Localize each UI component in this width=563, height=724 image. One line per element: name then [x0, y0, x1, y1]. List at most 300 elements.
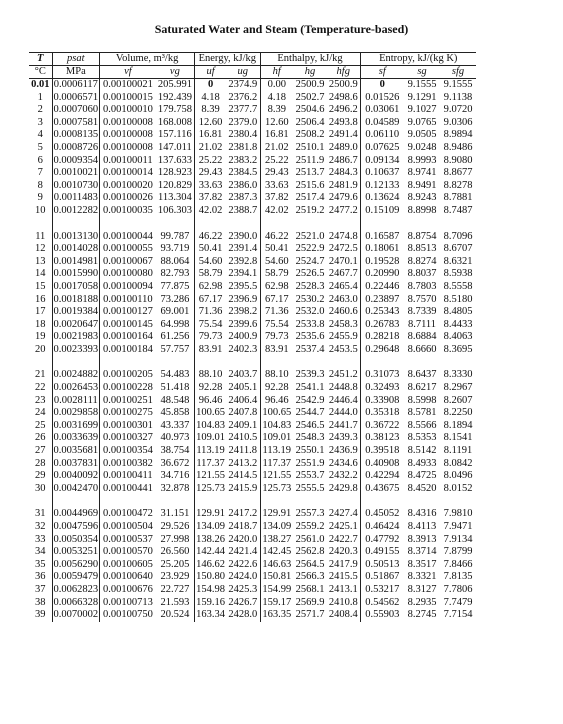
table-row — [29, 445, 476, 458]
cell-hfg: 2489.0 — [327, 142, 360, 155]
cell-hg: 2502.7 — [295, 91, 325, 103]
cell-hf: 138.27 — [262, 533, 292, 545]
cell-ug: 2387.3 — [226, 192, 260, 205]
cell-vf: 0.00100275 — [102, 407, 153, 419]
cell-pressure: 0.0037831 — [53, 457, 99, 469]
cell-hf: 96.46 — [264, 394, 289, 406]
cell-vg: 157.116 — [156, 129, 195, 142]
cell-temperature: 3 — [29, 117, 52, 130]
cell-hg: 2564.5 — [295, 558, 325, 570]
cell-temperature: 15 — [29, 281, 52, 294]
cell-hfg: 2436.9 — [327, 445, 360, 458]
cell-ug: 2411.8 — [226, 445, 260, 458]
unit-pressure: MPa — [52, 66, 100, 79]
cell-ug: 2379.0 — [226, 117, 260, 130]
cell-uf: 29.43 — [198, 167, 223, 179]
col-header-sg: sg — [404, 66, 440, 79]
cell-vf: 0.00100015 — [102, 91, 153, 103]
table-row — [29, 205, 476, 218]
cell-ug: 2399.6 — [226, 319, 260, 332]
table-row — [29, 546, 476, 559]
cell-sg: 8.4725 — [407, 470, 437, 482]
cell-hf: 29.43 — [264, 167, 289, 179]
cell-hf: 58.79 — [264, 268, 289, 280]
cell-temperature: 13 — [29, 256, 52, 269]
cell-pressure: 0.0053251 — [53, 546, 99, 558]
cell-pressure: 0.0056290 — [53, 558, 99, 570]
cell-temperature: 22 — [29, 382, 52, 395]
table-row — [29, 129, 476, 142]
cell-sf: 0.51867 — [365, 571, 400, 583]
cell-vf: 0.00100354 — [102, 445, 153, 457]
cell-sg: 8.3127 — [407, 583, 437, 595]
table-row — [29, 559, 476, 572]
cell-sf: 0.10637 — [365, 167, 400, 179]
cell-vf: 0.00100228 — [102, 382, 153, 394]
cell-sf: 0.20990 — [365, 268, 400, 280]
table-row — [29, 597, 476, 610]
cell-pressure: 0.0070002 — [53, 609, 99, 621]
cell-pressure: 0.0021983 — [53, 331, 99, 343]
cell-vg: 51.418 — [156, 382, 195, 395]
cell-hg: 2517.4 — [295, 192, 325, 204]
cell-hfg: 2481.9 — [327, 180, 360, 193]
cell-sf: 0.32493 — [365, 382, 400, 394]
cell-ug: 2424.0 — [226, 571, 260, 584]
cell-temperature: 31 — [29, 508, 52, 521]
cell-sg: 8.3321 — [407, 571, 437, 583]
cell-sfg: 8.3695 — [443, 343, 473, 355]
cell-temperature: 1 — [29, 92, 52, 105]
cell-ug: 2402.3 — [226, 344, 260, 357]
cell-hf: 71.36 — [264, 306, 289, 318]
cell-hf: 117.37 — [262, 457, 291, 469]
cell-temperature: 25 — [29, 420, 52, 433]
cell-ug: 2384.5 — [226, 167, 260, 180]
cell-ug: 2414.5 — [226, 470, 260, 483]
cell-vg: 120.829 — [156, 180, 195, 193]
cell-temperature: 5 — [29, 142, 52, 155]
cell-vf: 0.00100008 — [102, 141, 153, 153]
cell-vf: 0.00100011 — [103, 154, 153, 166]
table-row — [29, 571, 476, 584]
cell-uf: 134.09 — [196, 521, 225, 532]
cell-uf: 113.19 — [196, 445, 225, 457]
table-row — [29, 470, 476, 483]
cell-sfg: 7.9471 — [443, 521, 473, 532]
cell-hf: 163.35 — [262, 609, 292, 621]
cell-vf: 0.00100021 — [102, 79, 153, 90]
cell-pressure: 0.0014028 — [53, 243, 99, 255]
cell-sf: 0.49155 — [365, 546, 400, 558]
cell-vf: 0.00100044 — [102, 230, 153, 242]
cell-vf: 0.00100127 — [102, 306, 153, 318]
cell-sg: 8.9243 — [407, 192, 437, 204]
cell-vg: 113.304 — [156, 192, 195, 205]
cell-sf: 0.40908 — [365, 457, 400, 469]
cell-hfg: 2410.8 — [327, 597, 360, 610]
cell-uf: 96.46 — [198, 394, 223, 406]
cell-temperature: 24 — [29, 407, 52, 420]
table-title: Saturated Water and Steam (Temperature-based) — [154, 22, 409, 36]
cell-vg: 32.878 — [156, 483, 195, 496]
cell-ug: 2407.8 — [226, 407, 260, 420]
cell-hg: 2513.7 — [295, 167, 325, 179]
cell-vg: 22.727 — [156, 584, 195, 597]
cell-uf: 62.98 — [198, 280, 223, 292]
table-row — [29, 306, 476, 319]
cell-sf: 0.35318 — [365, 407, 400, 419]
cell-temperature: 29 — [29, 470, 52, 483]
cell-hg: 2504.6 — [295, 104, 325, 116]
cell-pressure: 0.0010021 — [53, 167, 99, 179]
cell-pressure: 0.0042470 — [53, 482, 99, 494]
cell-ug: 2400.9 — [226, 331, 260, 344]
cell-hf: 121.55 — [262, 470, 292, 482]
cell-temperature: 8 — [29, 180, 52, 193]
cell-hf: 125.73 — [262, 482, 292, 494]
cell-vf: 0.00100676 — [102, 583, 153, 595]
cell-hf: 33.63 — [264, 179, 289, 191]
cell-ug: 2383.2 — [226, 155, 260, 168]
cell-temperature: 19 — [29, 331, 52, 344]
cell-pressure: 0.0008726 — [53, 141, 99, 153]
cell-hfg: 2493.8 — [327, 117, 360, 130]
cell-sf: 0.42294 — [365, 470, 400, 482]
cell-sf: 0.12133 — [365, 179, 400, 191]
cell-vg: 73.286 — [156, 294, 195, 307]
cell-sf: 0.03061 — [365, 104, 400, 116]
cell-pressure: 0.0026453 — [53, 382, 99, 394]
cell-hfg: 2467.7 — [327, 268, 360, 281]
cell-sfg: 7.7154 — [443, 609, 473, 621]
cell-uf: 0 — [207, 79, 214, 90]
table-row — [29, 534, 476, 547]
cell-sfg: 8.9894 — [443, 129, 473, 141]
cell-hg: 2506.4 — [295, 116, 325, 128]
cell-sf: 0.53217 — [365, 583, 400, 595]
cell-hg: 2550.1 — [295, 445, 325, 457]
cell-sfg: 7.7479 — [443, 596, 473, 608]
cell-sg: 8.5353 — [407, 432, 437, 444]
cell-vg: 23.929 — [156, 571, 195, 584]
cell-sfg: 7.9134 — [443, 533, 473, 545]
cell-pressure: 0.0010730 — [53, 179, 99, 191]
cell-hf: 0.00 — [267, 79, 286, 90]
cell-hg: 2553.7 — [295, 470, 325, 482]
cell-sfg: 8.5180 — [443, 293, 473, 305]
cell-hfg: 2484.3 — [327, 167, 360, 180]
cell-sfg: 9.1138 — [443, 91, 473, 103]
group-header-energy: Energy, kJ/kg — [195, 53, 260, 66]
cell-pressure: 0.0006117 — [53, 79, 98, 90]
cell-vg: 192.439 — [156, 92, 195, 105]
cell-pressure: 0.0007581 — [53, 116, 99, 128]
cell-sfg: 8.2607 — [443, 394, 473, 406]
cell-vf: 0.00100145 — [102, 318, 153, 330]
cell-sf: 0.28218 — [365, 331, 400, 343]
cell-uf: 150.80 — [196, 571, 225, 583]
cell-temperature: 7 — [29, 167, 52, 180]
cell-sg: 8.6884 — [407, 331, 437, 343]
cell-hf: 12.60 — [264, 116, 289, 128]
cell-sfg: 7.8135 — [443, 571, 473, 583]
cell-hf: 129.91 — [262, 508, 292, 520]
cell-uf: 88.10 — [198, 369, 223, 381]
cell-hf: 83.91 — [264, 343, 289, 355]
cell-vg: 147.011 — [156, 142, 195, 155]
cell-vf: 0.00100164 — [102, 331, 153, 343]
cell-sfg: 8.1541 — [443, 432, 473, 444]
cell-hf: 50.41 — [264, 243, 289, 255]
cell-temperature: 39 — [29, 609, 52, 622]
cell-hf: 134.09 — [262, 521, 292, 532]
table-row — [29, 458, 476, 471]
cell-temperature: 2 — [29, 104, 52, 117]
cell-vf: 0.00100382 — [102, 457, 153, 469]
table-row — [29, 281, 476, 294]
unit-temperature: °C — [29, 66, 52, 79]
col-header-ug: ug — [226, 66, 260, 79]
cell-hfg: 2463.0 — [327, 294, 360, 307]
cell-vf: 0.00100035 — [102, 204, 153, 216]
cell-vf: 0.00100472 — [102, 508, 153, 520]
cell-hfg: 2496.2 — [327, 104, 360, 117]
cell-hf: 159.17 — [262, 596, 292, 608]
cell-sg: 8.6660 — [407, 343, 437, 355]
cell-hg: 2571.7 — [295, 609, 325, 621]
col-header-hf: hf — [260, 66, 293, 79]
cell-sfg: 8.4805 — [443, 306, 473, 318]
cell-vg: 69.001 — [156, 306, 195, 319]
cell-sg: 8.8037 — [407, 268, 437, 280]
cell-uf: 25.22 — [198, 154, 223, 166]
cell-temperature: 20 — [29, 344, 52, 357]
cell-sg: 8.4113 — [407, 521, 437, 532]
cell-vf: 0.00100205 — [102, 369, 153, 381]
cell-sfg: 9.1555 — [443, 79, 473, 90]
cell-hf: 54.60 — [264, 255, 289, 267]
cell-sf: 0.54562 — [365, 596, 400, 608]
table-row — [29, 155, 476, 168]
cell-sg: 8.2745 — [407, 609, 437, 621]
cell-vg: 57.757 — [156, 344, 195, 357]
table-row — [29, 231, 476, 244]
cell-hfg: 2441.7 — [327, 420, 360, 433]
cell-temperature: 4 — [29, 129, 52, 142]
cell-pressure: 0.0014981 — [53, 255, 99, 267]
cell-sg: 8.3913 — [407, 533, 437, 545]
cell-sf: 0.46424 — [365, 521, 400, 532]
cell-sf: 0.19528 — [365, 255, 400, 267]
cell-sg: 8.4316 — [407, 508, 437, 520]
cell-sfg: 8.8677 — [443, 167, 473, 179]
cell-hg: 2528.3 — [295, 280, 325, 292]
cell-hfg: 2453.5 — [327, 344, 360, 357]
cell-sg: 9.1555 — [407, 79, 437, 90]
cell-hfg: 2455.9 — [327, 331, 360, 344]
cell-hf: 154.99 — [262, 583, 292, 595]
cell-pressure: 0.0023393 — [53, 343, 99, 355]
cell-vg: 27.998 — [156, 534, 195, 547]
cell-ug: 2417.2 — [226, 508, 260, 521]
cell-hg: 2519.2 — [295, 204, 325, 216]
table-row — [29, 344, 476, 357]
group-header-enthalpy: Enthalpy, kJ/kg — [260, 53, 360, 66]
cell-uf: 117.37 — [196, 457, 225, 469]
cell-hg: 2569.9 — [295, 596, 325, 608]
steam-table — [29, 52, 476, 622]
cell-hfg: 2486.7 — [327, 155, 360, 168]
cell-temperature: 12 — [29, 243, 52, 256]
cell-sg: 8.7803 — [407, 280, 437, 292]
table-row — [29, 521, 476, 534]
cell-sf: 0.50513 — [365, 558, 400, 570]
cell-uf: 146.62 — [196, 558, 225, 570]
cell-sg: 8.6217 — [407, 382, 437, 394]
cell-vf: 0.00100026 — [102, 192, 153, 204]
cell-temperature: 21 — [29, 369, 52, 382]
cell-ug: 2388.7 — [226, 205, 260, 218]
cell-sg: 8.3517 — [407, 558, 437, 570]
cell-hg: 2524.7 — [295, 255, 325, 267]
cell-sfg: 8.6321 — [443, 255, 473, 267]
cell-ug: 2395.5 — [226, 281, 260, 294]
cell-sg: 8.8754 — [407, 230, 437, 242]
cell-ug: 2380.4 — [226, 129, 260, 142]
col-header-hfg: hfg — [327, 66, 360, 79]
cell-hf: 46.22 — [264, 230, 289, 242]
cell-hf: 37.82 — [264, 192, 289, 204]
group-spacer — [29, 356, 476, 369]
group-header-volume: Volume, m³/kg — [100, 53, 195, 66]
col-header-temperature: T — [29, 53, 52, 66]
cell-pressure: 0.0062823 — [53, 583, 99, 595]
cell-ug: 2428.0 — [226, 609, 260, 622]
cell-vf: 0.00100327 — [102, 432, 153, 444]
cell-vf: 0.00100020 — [102, 179, 153, 191]
cell-uf: 121.55 — [196, 470, 225, 482]
group-spacer — [29, 218, 476, 231]
cell-pressure: 0.0059479 — [53, 571, 99, 583]
cell-sg: 8.8274 — [407, 255, 437, 267]
cell-sf: 0.47792 — [365, 533, 400, 545]
cell-hg: 2515.6 — [295, 179, 325, 191]
cell-sfg: 8.7096 — [443, 230, 473, 242]
cell-uf: 67.17 — [198, 293, 223, 305]
cell-hfg: 2420.3 — [327, 546, 360, 559]
cell-sfg: 7.7806 — [443, 583, 473, 595]
cell-sg: 8.8513 — [407, 243, 437, 255]
cell-sg: 8.5142 — [407, 445, 437, 457]
cell-hg: 2522.9 — [295, 243, 325, 255]
cell-pressure: 0.0050354 — [53, 533, 99, 545]
cell-hf: 42.02 — [264, 204, 289, 216]
cell-temperature: 27 — [29, 445, 52, 458]
cell-hg: 2559.2 — [295, 521, 325, 532]
cell-uf: 129.91 — [196, 508, 225, 520]
table-row — [29, 79, 476, 92]
cell-hg: 2508.2 — [295, 129, 325, 141]
cell-sfg: 8.1894 — [443, 419, 473, 431]
cell-temperature: 18 — [29, 319, 52, 332]
cell-hg: 2544.7 — [295, 407, 325, 419]
cell-hfg: 2479.6 — [327, 192, 360, 205]
cell-pressure: 0.0019384 — [53, 306, 99, 318]
cell-sg: 8.7111 — [407, 318, 437, 330]
cell-sg: 8.4520 — [407, 482, 437, 494]
cell-sg: 8.6437 — [407, 369, 437, 381]
cell-uf: 125.73 — [196, 482, 225, 494]
col-header-hg: hg — [293, 66, 327, 79]
cell-uf: 71.36 — [198, 306, 223, 318]
cell-sfg: 8.9486 — [443, 141, 473, 153]
cell-sg: 8.5781 — [407, 407, 437, 419]
cell-pressure: 0.0015990 — [53, 268, 99, 280]
cell-uf: 58.79 — [198, 268, 223, 280]
cell-sfg: 8.7487 — [443, 204, 473, 216]
group-header-entropy: Entropy, kJ/(kg K) — [360, 53, 476, 66]
cell-hfg: 2498.6 — [327, 92, 360, 105]
cell-uf: 92.28 — [198, 382, 223, 394]
cell-vf: 0.00100110 — [103, 293, 153, 305]
cell-uf: 138.26 — [196, 533, 225, 545]
cell-pressure: 0.0020647 — [53, 318, 99, 330]
table-row — [29, 420, 476, 433]
cell-vf: 0.00100441 — [102, 482, 153, 494]
cell-hf: 92.28 — [264, 382, 289, 394]
cell-sg: 8.7570 — [407, 293, 437, 305]
cell-hf: 109.01 — [262, 432, 292, 444]
cell-vf: 0.00100537 — [102, 533, 153, 545]
cell-ug: 2377.7 — [226, 104, 260, 117]
cell-sg: 8.9993 — [407, 154, 437, 166]
table-row — [29, 369, 476, 382]
cell-sf: 0.16587 — [365, 230, 400, 242]
cell-hg: 2511.9 — [295, 154, 325, 166]
cell-vf: 0.00100067 — [102, 255, 153, 267]
cell-hf: 62.98 — [264, 280, 289, 292]
cell-sfg: 8.0152 — [443, 482, 473, 494]
cell-hg: 2532.0 — [295, 306, 325, 318]
cell-vg: 137.633 — [156, 155, 195, 168]
cell-hf: 142.45 — [262, 546, 292, 558]
col-header-uf: uf — [195, 66, 226, 79]
cell-hfg: 2491.4 — [327, 129, 360, 142]
cell-hg: 2500.9 — [295, 79, 325, 90]
cell-hfg: 2429.8 — [327, 483, 360, 496]
cell-hg: 2568.1 — [295, 583, 325, 595]
cell-temperature: 35 — [29, 559, 52, 572]
cell-temperature: 11 — [29, 231, 52, 244]
cell-hfg: 2500.9 — [327, 79, 360, 92]
cell-pressure: 0.0009354 — [53, 154, 99, 166]
cell-hg: 2562.8 — [295, 546, 325, 558]
cell-hf: 113.19 — [262, 445, 291, 457]
cell-hfg: 2432.2 — [327, 470, 360, 483]
cell-vg: 99.787 — [156, 231, 195, 244]
cell-sf: 0.31073 — [365, 369, 400, 381]
cell-sfg: 8.4063 — [443, 331, 473, 343]
cell-hg: 2510.1 — [295, 141, 325, 153]
cell-hfg: 2417.9 — [327, 559, 360, 572]
cell-hfg: 2477.2 — [327, 205, 360, 218]
table-row — [29, 331, 476, 344]
cell-hf: 150.81 — [262, 571, 292, 583]
col-header-sfg: sfg — [440, 66, 476, 79]
cell-hfg: 2448.8 — [327, 382, 360, 395]
cell-vg: 38.754 — [156, 445, 195, 458]
